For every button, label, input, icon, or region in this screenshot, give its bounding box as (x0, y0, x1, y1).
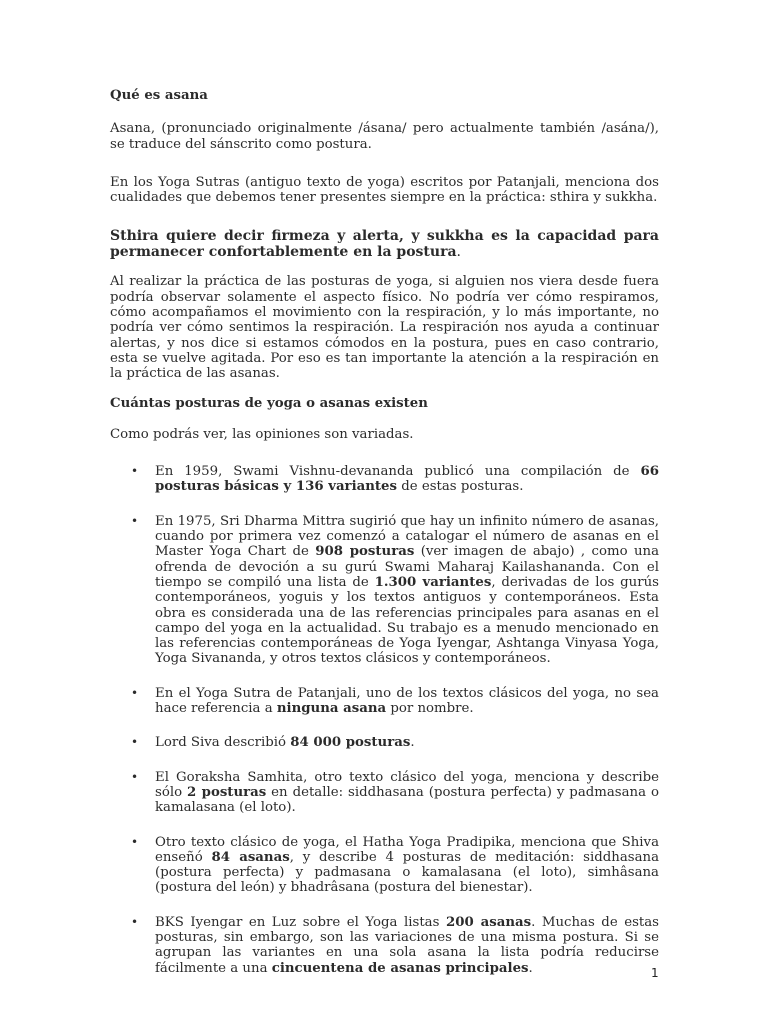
heading-cuantas-posturas: Cuántas posturas de yoga o asanas existen (110, 395, 428, 411)
list-item-bold: 200 asanas (445, 914, 532, 930)
list-item-text: El Goraksha Samhita, otro texto clásico del yoga, menciona y describe sólo (155, 769, 659, 800)
list-item (110, 464, 659, 495)
list-item (110, 514, 659, 667)
list-item-text: . (528, 960, 533, 976)
list-item (110, 735, 659, 750)
bullet-icon: • (131, 735, 139, 750)
paragraph-yoga-sutras: En los Yoga Sutras (antiguo texto de yoga) escritos por Patanjali, menciona dos cualidades que debemos tener presentes siempre en la práctica: sthira y sukkha. (110, 174, 659, 206)
paragraph-opiniones: Como podrás ver, las opiniones son variadas. (110, 426, 414, 442)
sthira-sukkha-bold: Sthira quiere decir firmeza y alerta, y sukkha es la capacidad para permanecer confortablemente en la postura (110, 228, 659, 261)
list-item (110, 835, 659, 896)
bullet-icon: • (131, 834, 139, 849)
list-item-text: de estas posturas. (397, 479, 524, 495)
bullet-icon: • (131, 914, 139, 929)
list-item-text: en detalle: siddhasana (postura perfecta) y padmasana o kamalasana (el loto). (155, 784, 659, 816)
bullet-icon: • (131, 464, 139, 479)
list-item-text: , y describe 4 posturas de meditación: siddhasana (postura perfecta) y padmasana o kamalasana (el loto), simhâsana (postura del león) y bhadrâsana (postura del bienestar). (155, 849, 659, 896)
list-item-text: . Muchas de estas posturas, sin embargo, son las variaciones de una misma postura. Si se agrupan las variantes en una sola asana la lista podría reducirse fácilmente a una (155, 914, 659, 976)
list-item (110, 915, 659, 976)
list-item-bold: 84 asanas (211, 849, 290, 865)
list-item-text: . (410, 735, 415, 751)
sthira-sukkha-period: . (456, 244, 461, 261)
list-item-bold: 66 posturas básicas y 136 variantes (155, 464, 659, 495)
list-item-bold: 1.300 variantes (374, 574, 492, 590)
page-number: 1 (651, 966, 659, 980)
list-item-text: Lord Siva describió (155, 735, 291, 751)
paragraph-practice-breathing: Al realizar la práctica de las posturas de yoga, si alguien nos viera desde fuera podría observar solamente el aspecto físico. No podría ver cómo respiramos, cómo acompañamos el movimiento con la respiración, y lo más importante, no podría ver cómo sentimos la respiración. La respiración nos ayuda a continuar alertas, y nos dice si estamos cómodos en la postura, pues en caso contrario, esta se vuelve agitada. Por eso es tan importante la atención a la respiración en la práctica de las asanas. (110, 274, 659, 382)
list-item-bold: 908 posturas (315, 544, 415, 560)
list-item-bold: ninguna asana (276, 701, 387, 717)
paragraph-sthira-sukkha (110, 228, 659, 260)
heading-que-es-asana: Qué es asana (110, 88, 208, 103)
asana-count-list (110, 464, 659, 976)
paragraph-asana-definition: Asana, (pronunciado originalmente /ásana/ pero actualmente también /asána/), se traduce del sánscrito como postura. (110, 121, 659, 152)
list-item-text: Otro texto clásico de yoga, el Hatha Yoga Pradipika, menciona que Shiva enseñó (155, 834, 659, 865)
list-item-text: En 1959, Swami Vishnu-devananda publicó una compilación de (155, 464, 641, 480)
list-item-text: , derivadas de los gurús contemporáneos, yoguis y los textos antiguos y contemporáneos. Esta obra es considerada una de las referencias principales para asanas en el campo del yoga en la actualidad. Su trabajo es a menudo mencionado en las referencias contemporáneas de Yoga Iyengar, Ashtanga Vinyasa Yoga, Yoga Sivananda, y otros textos clásicos y contemporáneos. (155, 574, 659, 667)
list-item-text: por nombre. (386, 701, 474, 717)
list-item (110, 770, 659, 816)
list-item-bold: cincuentena de asanas principales (271, 960, 529, 976)
list-item-text: En el Yoga Sutra de Patanjali, uno de los textos clásicos del yoga, no sea hace referencia a (155, 685, 659, 717)
list-item-text: BKS Iyengar en Luz sobre el Yoga listas (155, 914, 446, 930)
list-item-bold: 84 000 posturas (290, 735, 411, 751)
document-body (110, 84, 659, 976)
list-item-bold: 2 posturas (187, 784, 267, 800)
bullet-icon: • (131, 513, 139, 528)
list-item-text: (ver imagen de abajo) , como una ofrenda de devoción a su gurú Swami Maharaj Kailashananda. Con el tiempo se compiló una lista de (155, 544, 659, 590)
bullet-icon: • (131, 769, 139, 784)
bullet-icon: • (131, 685, 139, 700)
list-item (110, 686, 659, 717)
list-item-text: En 1975, Sri Dharma Mittra sugirió que hay un infinito número de asanas, cuando por primera vez comenzó a catalogar el número de asanas en el Master Yoga Chart de (155, 513, 659, 560)
